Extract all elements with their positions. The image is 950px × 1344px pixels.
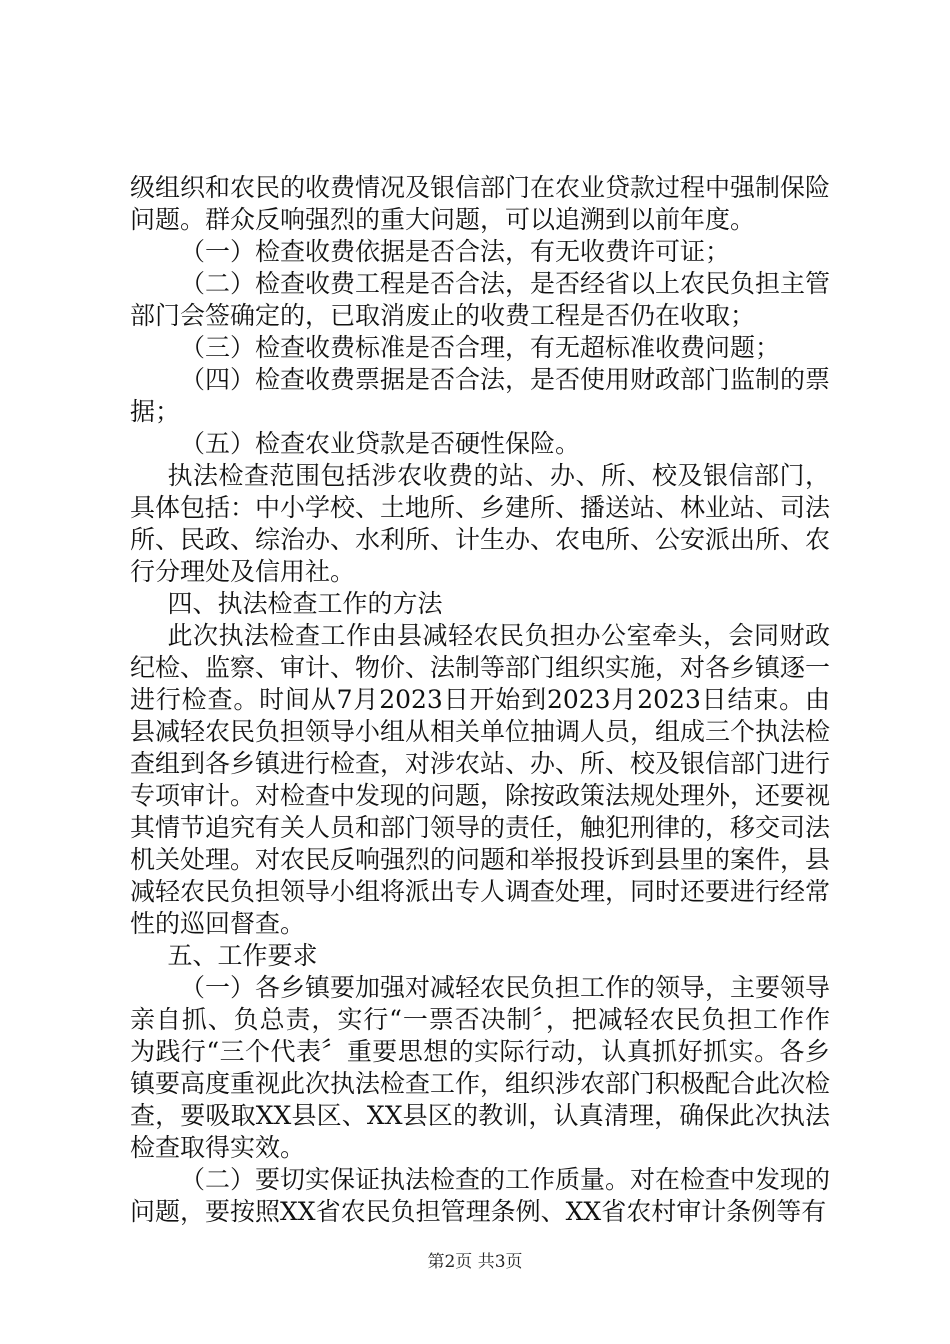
paragraph-6: （五）检查农业贷款是否硬性保险。 [180, 429, 581, 458]
section-heading-4: 四、执法检查工作的方法 [167, 589, 443, 618]
paragraph-10: （二）要切实保证执法检查的工作质量。对在检查中发现的问题，要按照XX省农民负担管理条例、XX省农村审计条例等有 [130, 1165, 831, 1226]
paragraph-2: （一）检查收费依据是否合法，有无收费许可证； [180, 237, 731, 266]
paragraph-9: （一）各乡镇要加强对减轻农民负担工作的领导，主要领导亲自抓、负总责，实行“一票否决制〞，把减轻农民负担工作作为践行“三个代表〞重要思想的实际行动，认真抓好抓实。各乡镇要高度重视此次执法检查工作，组织涉农部门积极配合此次检查，要吸取XX县区、XX县区的教训，认真清理，确保此次执法检查取得实效。 [130, 973, 831, 1162]
page-number-footer: 第2页 共3页 [427, 1252, 523, 1272]
section-heading-5: 五、工作要求 [167, 941, 318, 970]
paragraph-3: （二）检查收费工程是否合法，是否经省以上农民负担主管部门会签确定的，已取消废止的收费工程是否仍在收取； [130, 269, 831, 330]
document-body [130, 172, 830, 1228]
paragraph-5: （四）检查收费票据是否合法，是否使用财政部门监制的票据； [130, 365, 831, 426]
paragraph-4: （三）检查收费标准是否合理，有无超标准收费问题； [180, 333, 781, 362]
paragraph-7: 执法检查范围包括涉农收费的站、办、所、校及银信部门，具体包括：中小学校、土地所、乡建所、播送站、林业站、司法所、民政、综治办、水利所、计生办、农电所、公安派出所、农行分理处及信用社。 [130, 461, 831, 586]
paragraph-8: 此次执法检查工作由县减轻农民负担办公室牵头，会同财政纪检、监察、审计、物价、法制等部门组织实施，对各乡镇逐一进行检查。时间从7月2023日开始到2023月2023日结束。由县减轻农民负担领导小组从相关单位抽调人员，组成三个执法检查组到各乡镇进行检查，对涉农站、办、所、校及银信部门进行专项审计。对检查中发现的问题，除按政策法规处理外，还要视其情节追究有关人员和部门领导的责任，触犯刑律的，移交司法机关处理。对农民反响强烈的问题和举报投诉到县里的案件，县减轻农民负担领导小组将派出专人调查处理，同时还要进行经常性的巡回督查。 [130, 621, 831, 938]
paragraph-1: 级组织和农民的收费情况及银信部门在农业贷款过程中强制保险问题。群众反响强烈的重大问题，可以追溯到以前年度。 [130, 173, 831, 234]
